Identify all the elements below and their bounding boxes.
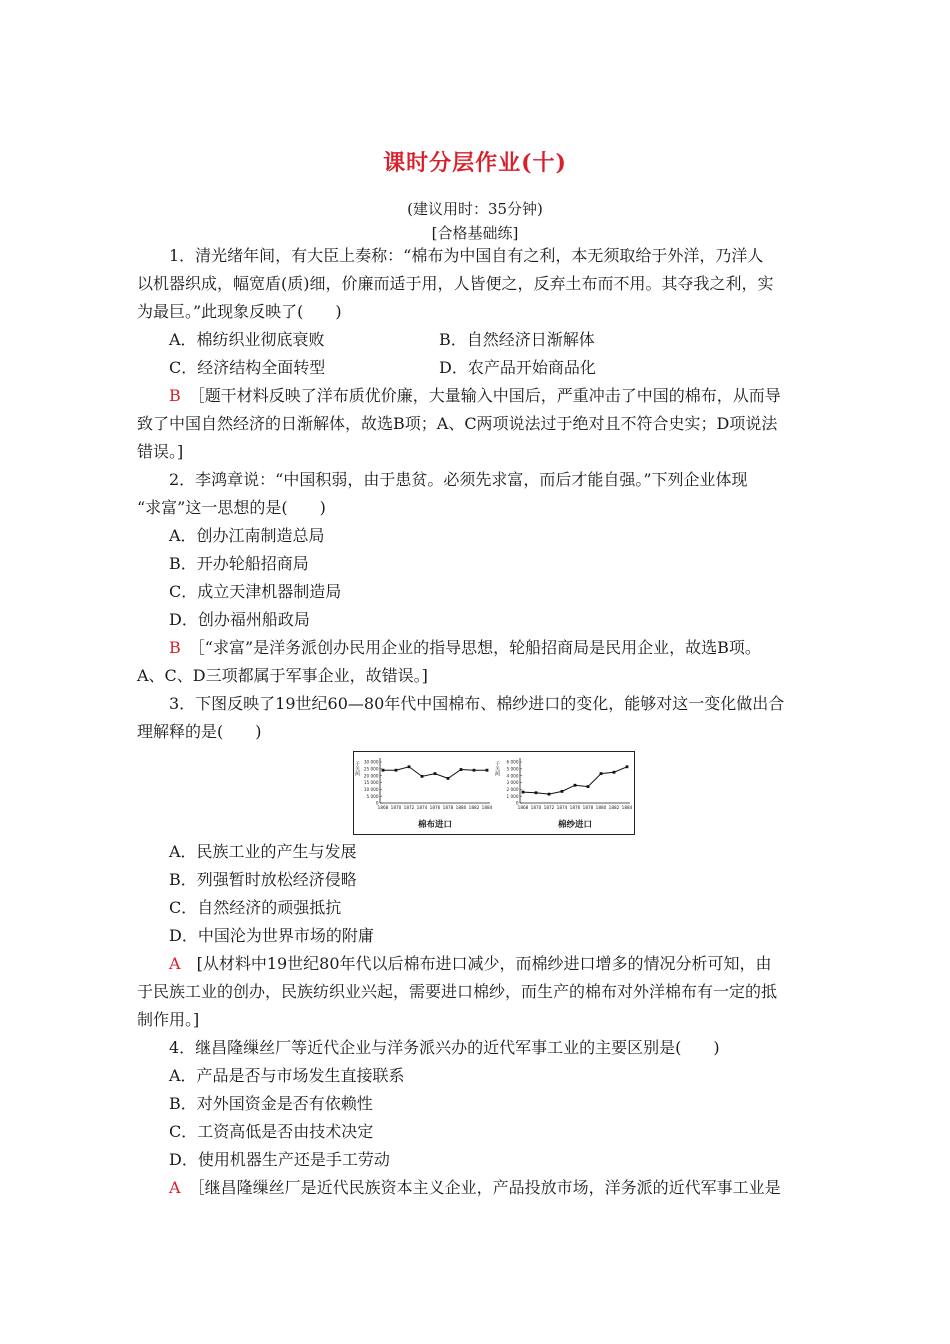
chart-data-point — [486, 769, 489, 772]
option-c: C．经济结构全面转型 — [169, 358, 326, 377]
chart-x-tick-label: 1870 — [530, 805, 542, 810]
chart-y-tick-label: 6 000 — [506, 759, 519, 765]
question-2-stem-line: 2．李鸿章说：“中国积弱，由于患贫。必须先求富，而后才能自强。”下列企业体现 — [169, 470, 748, 489]
chart-y-tick-label: 20 000 — [363, 773, 379, 779]
chart-series-line — [523, 767, 627, 794]
question-1-stem-line: 1．清光绪年间，有大臣上奏称：“棉布为中国自有之利，本无须取给于外洋，乃洋人 — [169, 246, 764, 265]
chart-x-tick-label: 1868 — [377, 805, 389, 810]
option-a: A．民族工业的产生与发展 — [169, 842, 357, 861]
chart-x-tick-label: 1884 — [621, 805, 633, 810]
chart-data-point — [613, 771, 616, 774]
import-charts-svg — [354, 752, 634, 834]
option-c: C．工资高低是否由技术决定 — [169, 1122, 374, 1141]
chart-data-point — [395, 769, 398, 772]
chart-x-tick-label: 1876 — [569, 805, 581, 810]
option-b: B．自然经济日渐解体 — [439, 330, 595, 349]
option-b: B．列强暂时放松经济侵略 — [169, 870, 357, 889]
chart-y-tick-label: 10 000 — [363, 786, 379, 792]
chart-data-point — [561, 790, 564, 793]
option-b: B．开办轮船招商局 — [169, 554, 309, 573]
chart-data-point — [574, 784, 577, 787]
question-1-stem-line: 为最巨。”此现象反映了( ) — [137, 302, 342, 321]
question-3-continued — [137, 838, 815, 1202]
chart-y-tick-label: 5 000 — [506, 766, 519, 772]
chart-y-tick-label: 1 000 — [506, 793, 519, 799]
question-1-stem-line: 以机器织成，幅宽盾(质)细，价廉而适于用，人皆便之，反弃土布而不用。其夺我之利，实 — [137, 274, 774, 293]
chart-y-axis-label: 千关两 — [354, 761, 360, 776]
explanation-line: 错误。] — [137, 442, 184, 461]
question-1-options-row — [137, 354, 815, 382]
chart-x-tick-label: 1884 — [481, 805, 493, 810]
explanation-line: 制作用。] — [137, 1010, 200, 1029]
chart-x-tick-label: 1878 — [442, 805, 454, 810]
question-1 — [137, 242, 815, 746]
chart-x-tick-label: 1874 — [416, 805, 428, 810]
chart-y-tick-label: 3 000 — [506, 780, 519, 786]
chart-x-tick-label: 1872 — [403, 805, 415, 810]
answer-letter: B — [169, 638, 181, 657]
option-c: C．成立天津机器制造局 — [169, 582, 342, 601]
option-d: D．创办福州船政局 — [169, 610, 310, 629]
question-4-explanation — [137, 1174, 815, 1202]
answer-letter: A — [169, 1178, 181, 1197]
chart-x-tick-label: 1882 — [468, 805, 480, 810]
import-charts-figure — [353, 751, 635, 835]
question-3-explanation — [137, 950, 815, 978]
explanation-line: [从材料中19世纪80年代以后棉布进口减少，而棉纱进口增多的情况分析可知，由 — [196, 954, 772, 973]
question-1-options-row — [137, 326, 815, 354]
chart-data-point — [600, 772, 603, 775]
chart-data-point — [626, 765, 629, 768]
chart-data-point — [382, 769, 385, 772]
question-2-explanation — [137, 634, 815, 662]
chart-y-tick-label: 5 000 — [366, 793, 379, 799]
explanation-line: ［“求富”是洋务派创办民用企业的指导思想，轮船招商局是民用企业，故选B项。 — [196, 638, 761, 657]
chart-data-point — [535, 791, 538, 794]
answer-letter: A — [169, 954, 181, 973]
chart-x-tick-label: 1880 — [455, 805, 467, 810]
question-2-stem-line: “求富”这一思想的是( ) — [137, 498, 326, 517]
chart-data-point — [548, 793, 551, 796]
chart-data-point — [408, 765, 411, 768]
option-d: D．中国沦为世界市场的附庸 — [169, 926, 374, 945]
option-b: B．对外国资金是否有依赖性 — [169, 1094, 373, 1113]
page-title: 课时分层作业(十) — [383, 150, 567, 176]
question-3-stem-line: 3．下图反映了19世纪60—80年代中国棉布、棉纱进口的变化，能够对这一变化做出合 — [169, 694, 785, 713]
explanation-line: 于民族工业的创办，民族纺织业兴起，需要进口棉纱，而生产的棉布对外洋棉布有一定的抵 — [137, 982, 778, 1001]
chart-y-tick-label: 30 000 — [363, 759, 379, 765]
chart-data-point — [421, 775, 424, 778]
answer-letter: B — [169, 386, 181, 405]
explanation-line: A、C、D三项都属于军事企业，故错误。] — [137, 666, 428, 685]
chart-data-point — [587, 785, 590, 788]
option-d: D．使用机器生产还是手工劳动 — [169, 1150, 390, 1169]
option-a: A．产品是否与市场发生直接联系 — [169, 1066, 405, 1085]
chart-y-tick-label: 25 000 — [363, 766, 379, 772]
chart-y-tick-label: 15 000 — [363, 780, 379, 786]
time-note: (建议用时：35分钟) — [407, 200, 543, 218]
chart-data-point — [447, 777, 450, 780]
chart-title: 棉布进口 — [417, 820, 453, 830]
explanation-line: ［继昌隆缫丝厂是近代民族资本主义企业，产品投放市场，洋务派的近代军事工业是 — [196, 1178, 781, 1197]
option-d: D．农产品开始商品化 — [439, 358, 596, 377]
chart-title: 棉纱进口 — [557, 820, 593, 830]
chart-x-tick-label: 1870 — [390, 805, 402, 810]
question-1-explanation — [137, 382, 815, 410]
option-a: A．棉纺织业彻底衰败 — [169, 330, 325, 349]
question-3-stem-line: 理解释的是( ) — [137, 722, 262, 741]
chart-x-tick-label: 1872 — [543, 805, 555, 810]
chart-data-point — [460, 768, 463, 771]
chart-y-tick-label: 4 000 — [506, 773, 519, 779]
chart-x-tick-label: 1880 — [595, 805, 607, 810]
chart-x-tick-label: 1876 — [429, 805, 441, 810]
chart-y-axis-label: 千关两 — [494, 761, 500, 776]
option-a: A．创办江南制造总局 — [169, 526, 325, 545]
section-heading: [合格基础练] — [431, 224, 519, 242]
chart-y-tick-label: 2 000 — [506, 786, 519, 792]
question-4-stem-line: 4．继昌隆缫丝厂等近代企业与洋务派兴办的近代军事工业的主要区别是( ) — [169, 1038, 720, 1057]
chart-x-tick-label: 1868 — [517, 805, 529, 810]
chart-x-tick-label: 1878 — [582, 805, 594, 810]
chart-data-point — [522, 791, 525, 794]
chart-y-tick-label: 0 — [515, 800, 519, 806]
chart-x-tick-label: 1874 — [556, 805, 568, 810]
explanation-line: ［题干材料反映了洋布质优价廉，大量输入中国后，严重冲击了中国的棉布，从而导 — [196, 386, 781, 405]
option-c: C．自然经济的顽强抵抗 — [169, 898, 342, 917]
chart-data-point — [473, 769, 476, 772]
explanation-line: 致了中国自然经济的日渐解体，故选B项；A、C两项说法过于绝对且不符合史实；D项说法 — [137, 414, 778, 433]
chart-y-tick-label: 0 — [375, 800, 379, 806]
chart-data-point — [434, 772, 437, 775]
chart-x-tick-label: 1882 — [608, 805, 620, 810]
